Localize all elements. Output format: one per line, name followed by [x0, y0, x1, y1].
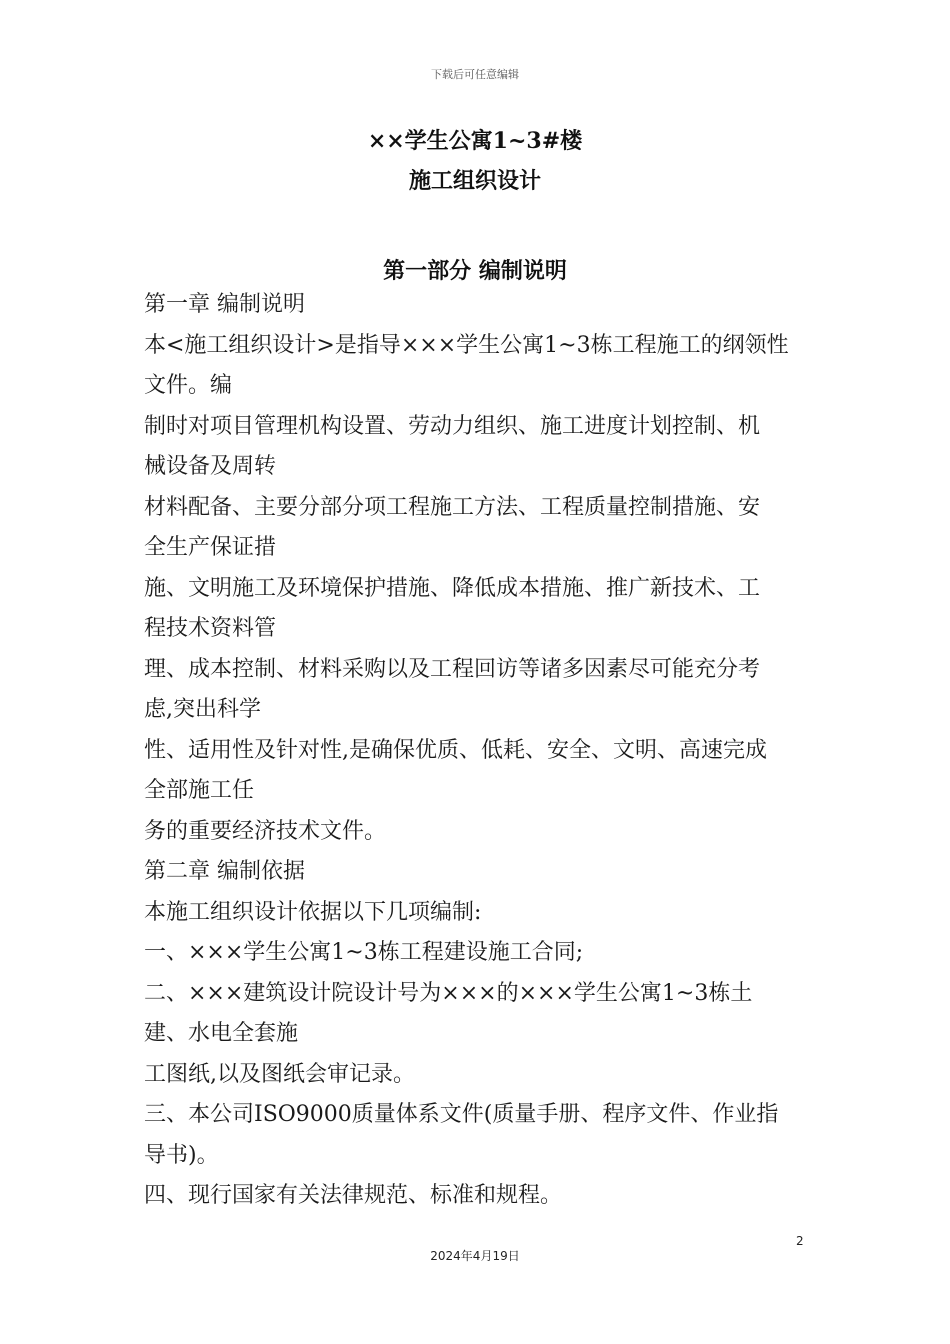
body-line: 本<施工组织设计>是指导×××学生公寓1~3栋工程施工的纲领性: [144, 332, 789, 358]
body-line: 全部施工任: [144, 778, 255, 803]
body-line: 导书)。: [144, 1142, 219, 1168]
document-subtitle: 施工组织设计: [408, 168, 541, 194]
list-item: 二、×××建筑设计院设计号为×××的×××学生公寓1~3栋土: [144, 980, 753, 1006]
footer-date: 2024年4月19日: [430, 1249, 520, 1263]
body-line: 文件。编: [144, 373, 233, 398]
body-line: 工图纸,以及图纸会审记录。: [144, 1061, 415, 1087]
body-line: 施、文明施工及环境保护措施、降低成本措施、推广新技术、工: [144, 575, 761, 601]
body-line: 制时对项目管理机构设置、劳动力组织、施工进度计划控制、机: [144, 413, 761, 439]
page-number: 2: [796, 1234, 804, 1248]
list-item: 一、×××学生公寓1~3栋工程建设施工合同;: [144, 940, 584, 965]
document-title: ××学生公寓1~3#楼: [367, 128, 583, 154]
body-line: 性、适用性及针对性,是确保优质、低耗、安全、文明、高速完成: [144, 737, 767, 763]
body-line: 程技术资料管: [144, 616, 277, 641]
body-line: 械设备及周转: [144, 454, 277, 479]
body-line: 材料配备、主要分部分项工程施工方法、工程质量控制措施、安: [144, 494, 761, 520]
body-line: 务的重要经济技术文件。: [144, 818, 387, 844]
chapter-heading: 第一章 编制说明: [144, 292, 305, 317]
chapter-heading: 第二章 编制依据: [144, 859, 305, 884]
body-line: 本施工组织设计依据以下几项编制:: [144, 899, 482, 925]
list-item: 三、本公司ISO9000质量体系文件(质量手册、程序文件、作业指: [144, 1102, 779, 1127]
body-line: 建、水电全套施: [144, 1021, 299, 1046]
part-heading: 第一部分 编制说明: [383, 258, 567, 284]
body-line: 理、成本控制、材料采购以及工程回访等诸多因素尽可能充分考: [144, 656, 761, 682]
body-line: 虑,突出科学: [144, 697, 261, 722]
list-item: 四、现行国家有关法律规范、标准和规程。: [144, 1183, 563, 1208]
body-line: 全生产保证措: [144, 535, 277, 560]
header-note: 下载后可任意编辑: [431, 68, 519, 81]
body-text: [144, 285, 808, 1217]
